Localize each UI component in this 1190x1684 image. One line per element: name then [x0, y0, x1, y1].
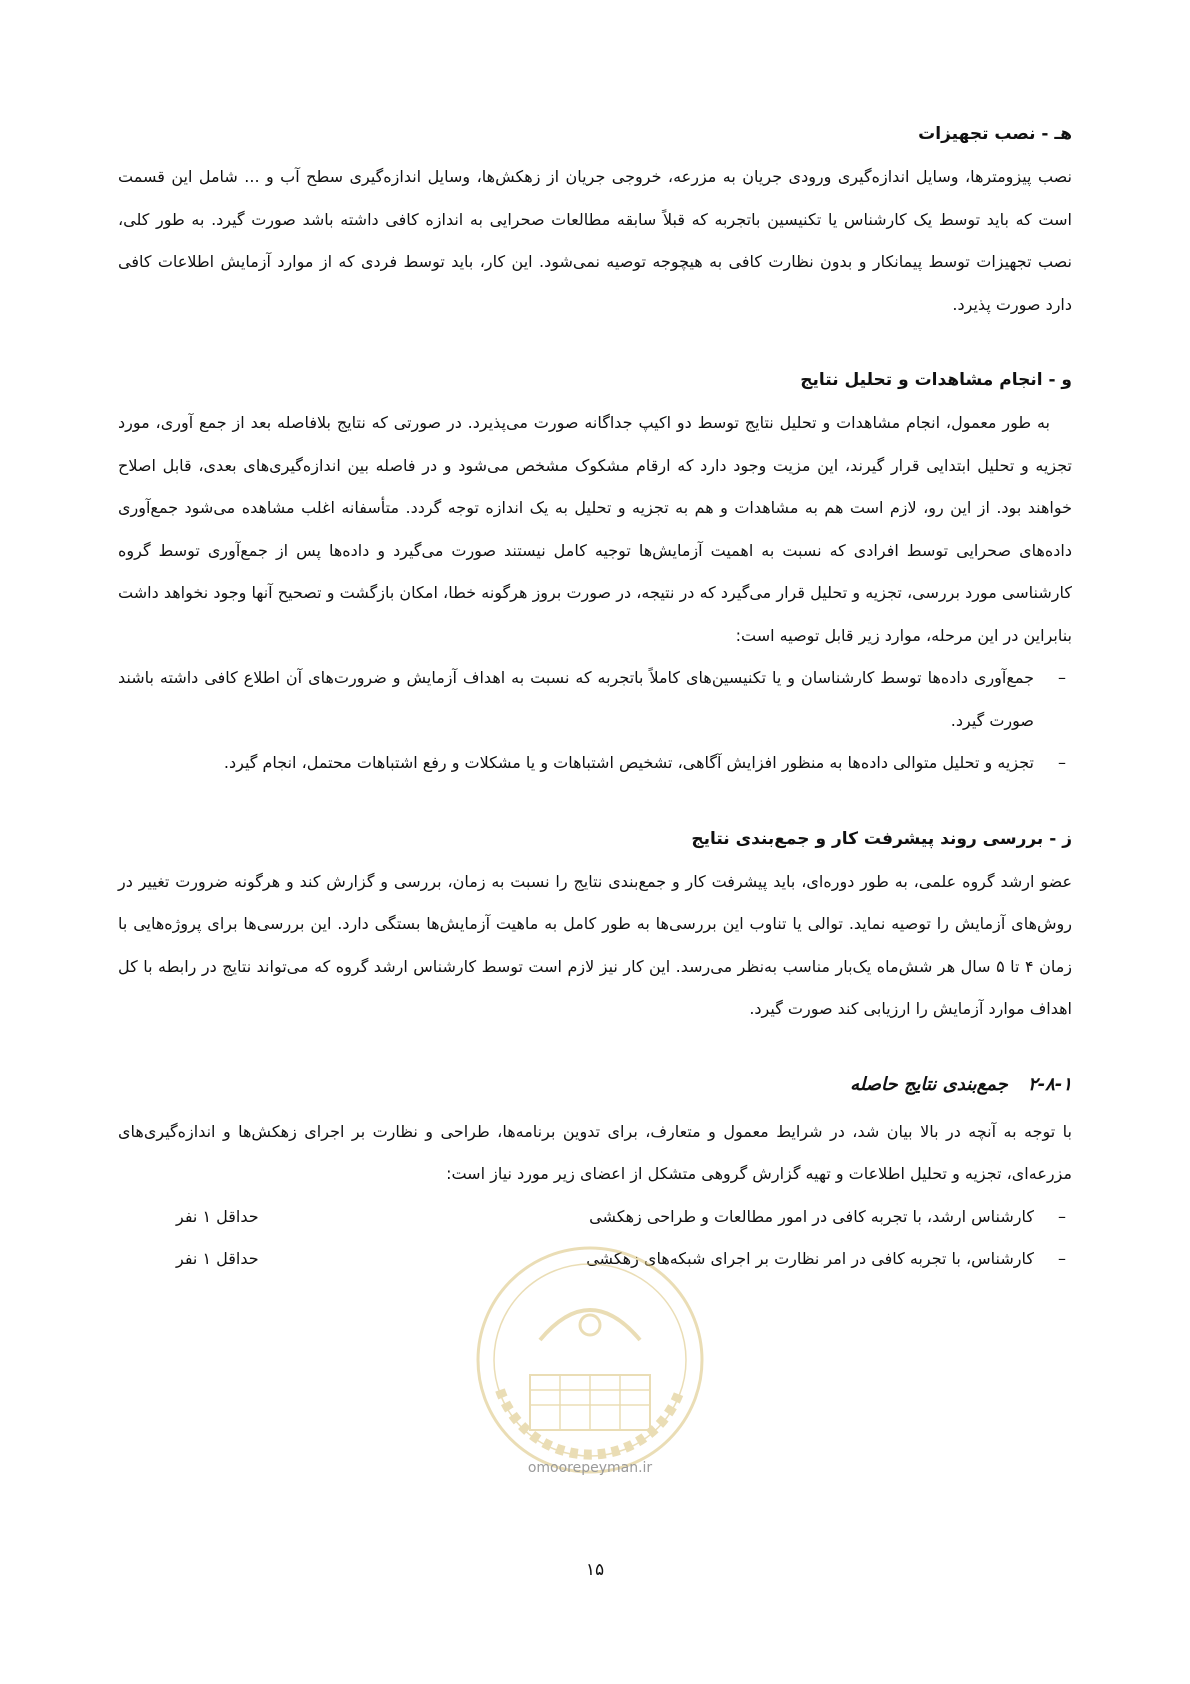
staff-row: [118, 1196, 1072, 1239]
staff-row: [118, 1238, 1072, 1281]
section-paragraph-h: نصب پیزومترها، وسایل اندازه‌گیری ورودی جریان به مزرعه، خروجی جریان از زهکش‌ها، وسایل اندازه‌گیری سطح آب و ... شامل این قسمت است که باید توسط یک کارشناس یا تکنیسین باتجربه که قبلاً سابقه مطالعات صحرایی به اندازه کافی داشته باشد صورت گیرد. به طور کلی، نصب تجهیزات توسط پیمانکار و بدون نظارت کافی به هیچوجه توصیه نمی‌شود. این کار، باید توسط فردی که از موارد آزمایش اطلاعات کافی دارد صورت پذیرد.: [118, 167, 1072, 314]
bullet-list-v: [118, 657, 1072, 785]
dash-bullet-icon: –: [1058, 1206, 1066, 1226]
page-number: ۱۵: [585, 1560, 605, 1580]
watermark-url: omoorepeyman.ir: [527, 1460, 653, 1476]
staff-role: کارشناس، با تجربه کافی در امر نظارت بر اجرای شبکه‌های زهکشی: [586, 1249, 1034, 1268]
section-heading-v: و - انجام مشاهدات و تحلیل نتایج: [800, 370, 1072, 390]
subsection-heading: [118, 1069, 1072, 1101]
section-heading-h: هـ - نصب تجهیزات: [918, 124, 1072, 144]
dash-bullet-icon: –: [1058, 1249, 1066, 1268]
section-paragraph-v: به طور معمول، انجام مشاهدات و تحلیل نتایج توسط دو اکیپ جداگانه صورت می‌پذیرد. در صورتی که نتایج بلافاصله بعد از جمع آوری، مورد تجزیه و تحلیل ابتدایی قرار گیرند، این مزیت وجود دارد که ارقام مشکوک مشخص می‌شود و در فاصله بین اندازه‌گیری‌های بعدی، قابل اصلاح خواهند بود. از این رو، لازم است هم به مشاهدات و هم به تجزیه و تحلیل به یک اندازه توجه گردد. متأسفانه اغلب مشاهده می‌شود جمع‌آوری داده‌های صحرایی توسط افرادی که نسبت به اهمیت آزمایش‌ها توجیه کامل نیستند صورت می‌گیرد و داده‌ها پس از جمع‌آوری توسط گروه کارشناسی مورد بررسی، تجزیه و تحلیل قرار می‌گیرد که در نتیجه، در صورت بروز هرگونه خطا، امکان بازگشت و تصحیح آنها وجود نخواهد داشت بنابراین در این مرحله، موارد زیر قابل توصیه است:: [118, 413, 1072, 645]
staff-role: کارشناس ارشد، با تجربه کافی در امور مطالعات و طراحی زهکشی: [589, 1206, 1034, 1226]
dash-bullet-icon: –: [1058, 753, 1066, 772]
staff-minimum: حداقل ۱ نفر: [176, 1206, 259, 1226]
list-item-text: جمع‌آوری داده‌ها توسط کارشناسان و یا تکنیسین‌های کاملاً باتجربه که نسبت به اهداف آزمایش و ضرورت‌های آن اطلاع کافی داشته باشند صورت گیرد.: [118, 668, 1034, 730]
subsection-number: ۲-۸-۱: [1028, 1073, 1072, 1095]
subsection-paragraph: با توجه به آنچه در بالا بیان شد، در شرایط معمول و متعارف، برای تدوین برنامه‌ها، طراحی و نظارت بر اجرای زهکش‌ها و اندازه‌گیری‌های مزرعه‌ای، تجزیه و تحلیل اطلاعات و تهیه گزارش گروهی متشکل از اعضای زیر مورد نیاز است:: [118, 1121, 1072, 1183]
section-heading-z: ز - بررسی روند پیشرفت کار و جمع‌بندی نتایج: [691, 828, 1072, 849]
list-item-text: تجزیه و تحلیل متوالی داده‌ها به منظور افزایش آگاهی، تشخیص اشتباهات و یا مشکلات و رفع اشتباهات محتمل، انجام گیرد.: [223, 753, 1034, 772]
staff-minimum: حداقل ۱ نفر: [176, 1249, 259, 1268]
dash-bullet-icon: –: [1058, 668, 1066, 687]
list-item: [118, 657, 1072, 742]
list-item: [118, 742, 1072, 785]
section-paragraph-z: عضو ارشد گروه علمی، به طور دوره‌ای، باید پیشرفت کار و جمع‌بندی نتایج را نسبت به زمان، بررسی و گزارش کند و هرگونه ضرورت تغییر در روش‌های آزمایش را توصیه نماید. توالی یا تناوب این بررسی‌ها به طور کامل به ماهیت آزمایش‌ها بستگی دارد. این بررسی‌ها برای پروژه‌هایی با زمان ۴ تا ۵ سال هر شش‌ماه یک‌بار مناسب به‌نظر می‌رسد. این کار نیز لازم است توسط کارشناس ارشد گروه که می‌تواند نتایج در رابطه با کل اهداف موارد آزمایش را ارزیابی کند صورت گیرد.: [118, 871, 1073, 1018]
page-content: [118, 118, 1072, 1281]
subsection-title: جمع‌بندی نتایج حاصله: [850, 1073, 1008, 1095]
